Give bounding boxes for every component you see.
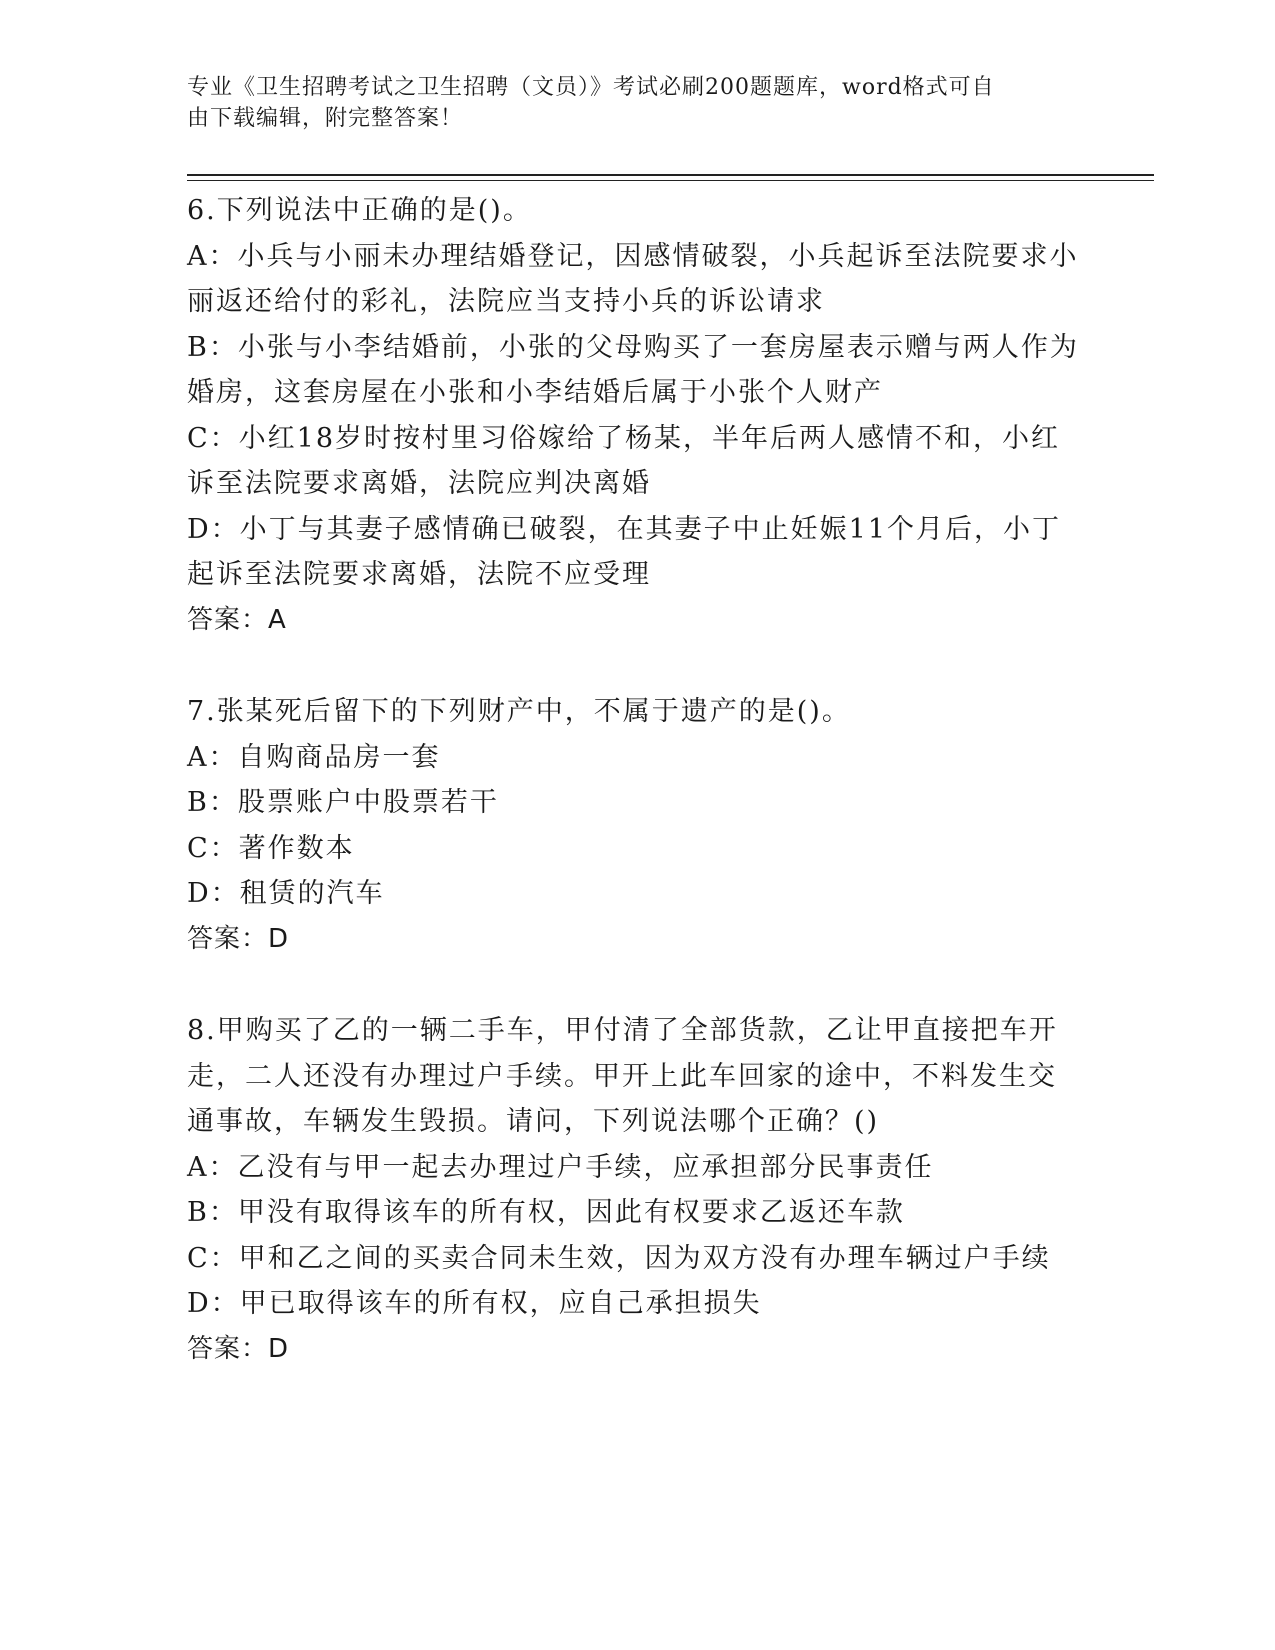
question-8-answer: 答案：D (187, 1333, 290, 1364)
header-divider-thin (187, 180, 1154, 181)
question-6-option-c-cont: 诉至法院要求离婚，法院应判决离婚 (187, 468, 651, 499)
header-divider-thick (187, 174, 1154, 176)
question-6-option-a: A：小兵与小丽未办理结婚登记，因感情破裂，小兵起诉至法院要求小 (187, 240, 1079, 272)
question-6-option-d-cont: 起诉至法院要求离婚，法院不应受理 (187, 559, 651, 590)
question-7-option-d: D：租赁的汽车 (187, 878, 385, 909)
header-line-2: 由下载编辑，附完整答案！ (187, 106, 464, 131)
question-6-option-b-cont: 婚房，这套房屋在小张和小李结婚后属于小张个人财产 (187, 377, 883, 408)
question-8-stem-cont-1: 走，二人还没有办理过户手续。甲开上此车回家的途中，不料发生交 (187, 1060, 1057, 1092)
header-line-1: 专业《卫生招聘考试之卫生招聘（文员）》考试必刷200题题库，word格式可自 (187, 75, 995, 100)
question-6-option-b: B：小张与小李结婚前，小张的父母购买了一套房屋表示赠与两人作为 (187, 331, 1079, 363)
question-8-option-b: B：甲没有取得该车的所有权，因此有权要求乙返还车款 (187, 1197, 905, 1228)
question-7-answer: 答案：D (187, 923, 290, 954)
question-6-option-d: D：小丁与其妻子感情确已破裂，在其妻子中止妊娠11个月后，小丁 (187, 513, 1062, 545)
question-7 (187, 689, 1087, 962)
question-8-option-a: A：乙没有与甲一起去办理过户手续，应承担部分民事责任 (187, 1151, 934, 1183)
question-8-stem: 8.甲购买了乙的一辆二手车，甲付清了全部货款，乙让甲直接把车开 (187, 1015, 1058, 1046)
document-header (187, 72, 1067, 134)
question-8-stem-cont-2: 通事故，车辆发生毁损。请问，下列说法哪个正确？() (187, 1106, 880, 1137)
question-6-option-c: C：小红18岁时按村里习俗嫁给了杨某，半年后两人感情不和，小红 (187, 422, 1061, 454)
question-7-option-c: C：著作数本 (187, 832, 355, 864)
question-8-option-d: D：甲已取得该车的所有权，应自己承担损失 (187, 1288, 762, 1319)
question-6-option-a-cont: 丽返还给付的彩礼，法院应当支持小兵的诉讼请求 (187, 286, 825, 317)
question-7-option-b: B：股票账户中股票若干 (187, 787, 499, 818)
question-8-option-c: C：甲和乙之间的买卖合同未生效，因为双方没有办理车辆过户手续 (187, 1242, 1051, 1274)
question-7-stem: 7.张某死后留下的下列财产中，不属于遗产的是()。 (187, 696, 851, 727)
question-7-option-a: A：自购商品房一套 (187, 741, 441, 773)
question-6-stem: 6.下列说法中正确的是()。 (187, 195, 532, 226)
question-6 (187, 188, 1087, 643)
question-list (187, 188, 1087, 1418)
question-6-answer: 答案：A (187, 604, 287, 635)
question-8 (187, 1008, 1087, 1372)
